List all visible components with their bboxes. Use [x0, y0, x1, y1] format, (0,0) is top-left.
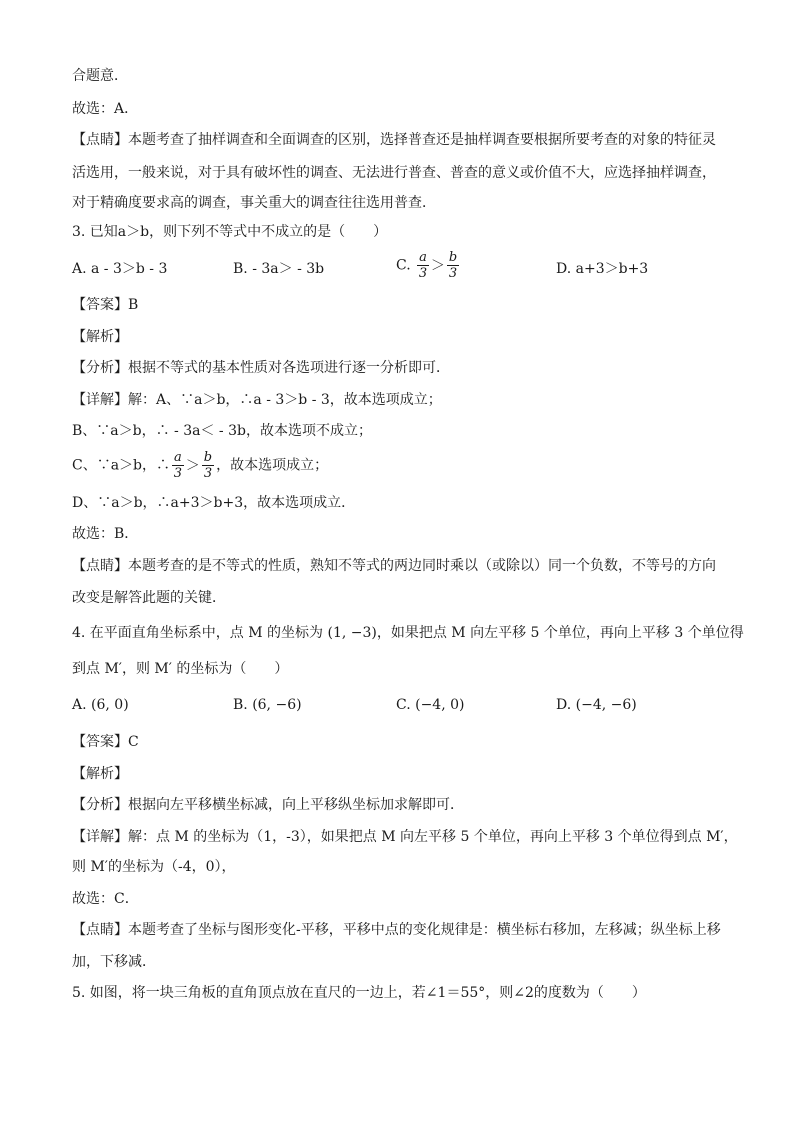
q4-fenxi: 【分析】根据向左平移横坐标减，向上平移纵坐标加求解即可．	[72, 797, 464, 813]
prev-choose: 故选：A．	[72, 101, 139, 117]
q3-detail-3-pre: C、∵a＞b，∴	[72, 457, 171, 474]
frac-denominator: 3	[418, 266, 428, 281]
q3-detail-2: B、∵a＞b，∴ - 3a＜ - 3b，故本选项不成立；	[72, 423, 372, 439]
q3-option-a: A. a - 3＞b - 3	[72, 261, 168, 277]
q3-detail-3-post: ，故本选项成立；	[216, 457, 329, 474]
q3-detail-3	[72, 450, 328, 481]
q4-option-d: D. (−4, −6)	[556, 697, 637, 713]
prev-comment-2: 活选用，一般来说，对于具有破坏性的调查、无法进行普查、普查的意义或价值不大，应选择抽样调查，	[72, 165, 716, 181]
q4-option-b: B. (6, −6)	[233, 697, 302, 713]
q4-answer: 【答案】C	[72, 734, 139, 750]
frac-numerator: b	[203, 450, 213, 465]
q4-option-c: C. (−4, 0)	[396, 697, 465, 713]
q3-option-c-frac-1	[417, 250, 429, 281]
q4-choose: 故选：C．	[72, 891, 139, 907]
prev-comment-3: 对于精确度要求高的调查，事关重大的调查往往选用普查．	[72, 195, 436, 211]
q3-option-c-frac-2	[447, 250, 459, 281]
q4-stem-2: 到点 M′，则 M′ 的坐标为（ ）	[72, 661, 289, 677]
q3-option-d: D. a+3＞b+3	[556, 261, 649, 277]
q3-comment-1: 【点睛】本题考查的是不等式的性质，熟知不等式的两边同时乘以（或除以）同一个负数，不等号的方向	[72, 558, 716, 574]
q3-answer: 【答案】B	[72, 297, 139, 313]
q3-choose: 故选：B．	[72, 526, 139, 542]
q4-jiexi: 【解析】	[72, 766, 128, 782]
prev-comment-1: 【点睛】本题考查了抽样调查和全面调查的区别，选择普查还是抽样调查要根据所要考查的对象的特征灵	[72, 132, 716, 148]
q4-option-a: A. (6, 0)	[72, 697, 129, 713]
q4-detail-1: 【详解】解：点 M 的坐标为（1，-3），如果把点 M 向左平移 5 个单位，再向上平移 3 个单位得到点 M′，	[72, 829, 738, 845]
q3-detail-4: D、∵a＞b，∴a+3＞b+3，故本选项成立．	[72, 495, 356, 511]
q3-stem: 3. 已知a＞b，则下列不等式中不成立的是（ ）	[72, 224, 388, 240]
q4-comment-1: 【点睛】本题考查了坐标与图形变化-平移，平移中点的变化规律是：横坐标右移加，左移减；纵坐标上移	[72, 922, 721, 938]
frac-numerator: b	[448, 250, 458, 265]
frac-denominator: 3	[448, 266, 458, 281]
frac-denominator: 3	[173, 466, 183, 481]
q3-fenxi: 【分析】根据不等式的基本性质对各选项进行逐一分析即可．	[72, 360, 450, 376]
q3-option-c-label: C.	[396, 257, 411, 274]
frac-numerator: a	[174, 450, 182, 465]
prev-line-1: 合题意．	[72, 68, 128, 84]
q4-comment-2: 加，下移减．	[72, 954, 156, 970]
q4-detail-2: 则 M′的坐标为（-4，0），	[72, 859, 236, 875]
q5-stem: 5. 如图，将一块三角板的直角顶点放在直尺的一边上，若∠1＝55°，则∠2的度数为（ ）	[72, 985, 646, 1001]
q3-detail-1: 【详解】解：A、∵a＞b，∴a - 3＞b - 3，故本选项成立；	[72, 392, 442, 408]
q4-stem-1: 4. 在平面直角坐标系中，点 M 的坐标为 (1, −3)，如果把点 M 向左平移 5 个单位，再向上平移 3 个单位得	[72, 625, 744, 641]
q3-option-b: B. - 3a＞ - 3b	[233, 261, 325, 277]
q3-jiexi: 【解析】	[72, 329, 128, 345]
q3-option-c	[396, 250, 461, 281]
frac-numerator: a	[419, 250, 427, 265]
q3-detail-3-frac-1	[172, 450, 184, 481]
q3-detail-3-relation: ＞	[185, 457, 200, 474]
q3-detail-3-frac-2	[202, 450, 214, 481]
frac-denominator: 3	[203, 466, 213, 481]
q3-option-c-relation: ＞	[430, 257, 445, 274]
q3-comment-2: 改变是解答此题的关键．	[72, 590, 226, 606]
